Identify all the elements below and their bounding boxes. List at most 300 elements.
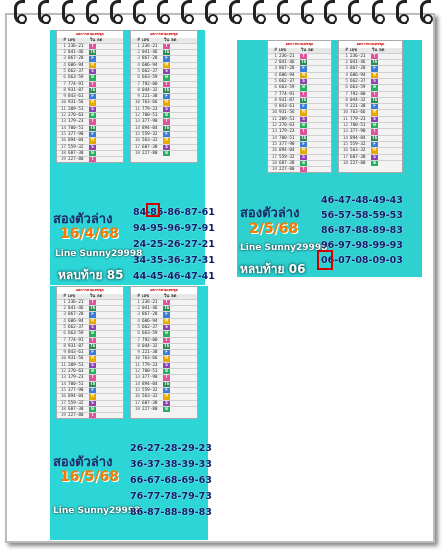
day-badge: S bbox=[300, 79, 307, 84]
day-badge: W bbox=[89, 369, 96, 374]
day-badge: S bbox=[371, 155, 378, 160]
row-index: 12 bbox=[271, 123, 277, 129]
col-header: เลข bbox=[142, 37, 150, 43]
col-header: วิน bbox=[164, 293, 170, 299]
row-value: 662-37 bbox=[142, 68, 158, 74]
row-value: 663-59 bbox=[142, 331, 158, 337]
row-index: 5 bbox=[137, 68, 140, 74]
day-badge: W bbox=[89, 331, 96, 336]
row-value: 041-46 bbox=[279, 60, 295, 66]
day-badge: T bbox=[371, 54, 378, 59]
row-index: 5 bbox=[274, 78, 277, 84]
day-badge: W bbox=[300, 85, 307, 90]
day-badge: W bbox=[163, 113, 170, 118]
day-badge: W bbox=[163, 331, 170, 336]
day-badge: T bbox=[89, 375, 96, 380]
day-badge: F bbox=[371, 66, 378, 71]
row-value: 559-32 bbox=[68, 400, 84, 406]
row-value: 236-21 bbox=[142, 299, 158, 305]
row-index: 4 bbox=[137, 62, 140, 68]
day-badge: S bbox=[163, 363, 170, 368]
day-badge: W bbox=[163, 407, 170, 412]
table-row bbox=[268, 166, 331, 172]
lottery-panel-2 bbox=[237, 40, 422, 277]
row-index: 14 bbox=[271, 135, 277, 141]
panel-badge: หลบท้าย 85 bbox=[58, 268, 124, 282]
number-line: 46-47-48-49-43 bbox=[321, 195, 403, 206]
row-index: 7 bbox=[345, 91, 348, 97]
col-header: ลด bbox=[97, 293, 103, 299]
row-index: 18 bbox=[134, 406, 140, 412]
row-value: 663-59 bbox=[279, 85, 295, 91]
day-badge: S bbox=[89, 107, 96, 112]
row-value: 606-94 bbox=[142, 62, 158, 68]
day-badge: F bbox=[89, 132, 96, 137]
col-header: # bbox=[137, 37, 140, 43]
day-badge: Th bbox=[164, 50, 170, 56]
day-badge: Th bbox=[301, 60, 307, 66]
day-badge: Th bbox=[164, 343, 170, 349]
day-badge: F bbox=[163, 350, 170, 355]
lottery-panel-3 bbox=[50, 286, 212, 540]
day-badge: M bbox=[371, 148, 378, 153]
day-badge: M bbox=[163, 138, 170, 143]
row-index: 6 bbox=[137, 75, 140, 81]
row-index: 18 bbox=[60, 406, 66, 412]
result-tables bbox=[267, 40, 403, 173]
number-line: 86-87-88-89-83 bbox=[130, 507, 212, 518]
row-value: 179-23 bbox=[68, 375, 84, 381]
row-index: 10 bbox=[60, 100, 66, 106]
row-value: 209-51 bbox=[279, 116, 295, 122]
table-row bbox=[57, 412, 123, 418]
table-col-headers bbox=[339, 48, 402, 53]
day-badge: F bbox=[89, 312, 96, 317]
row-index: 2 bbox=[345, 60, 348, 66]
day-badge: M bbox=[300, 73, 307, 78]
panel-title: สองตัวล่าง bbox=[53, 455, 113, 470]
table-rows bbox=[268, 53, 331, 173]
row-value: 236-21 bbox=[142, 43, 158, 49]
day-badge: M bbox=[371, 73, 378, 78]
day-badge: T bbox=[163, 338, 170, 343]
row-index: 8 bbox=[345, 97, 348, 103]
day-badge: F bbox=[300, 104, 307, 109]
highlight-box bbox=[146, 203, 160, 217]
row-index: 18 bbox=[271, 160, 277, 166]
row-index: 3 bbox=[63, 312, 66, 318]
result-table bbox=[338, 40, 403, 173]
row-value: 559-32 bbox=[68, 144, 84, 150]
row-index: 1 bbox=[137, 43, 140, 49]
col-header: ลด bbox=[379, 47, 385, 53]
ring-icon bbox=[251, 0, 265, 22]
row-value: 662-37 bbox=[68, 324, 84, 330]
table-col-headers bbox=[57, 294, 123, 299]
panel-date: 16/4/68 bbox=[60, 226, 119, 242]
row-value: 792-00 bbox=[142, 337, 158, 343]
row-index: 6 bbox=[63, 331, 66, 337]
row-index: 17 bbox=[134, 400, 140, 406]
col-header: # bbox=[63, 293, 66, 299]
row-index: 6 bbox=[63, 75, 66, 81]
row-index: 6 bbox=[345, 85, 348, 91]
col-header: วิน bbox=[372, 47, 378, 53]
row-index: 1 bbox=[345, 53, 348, 59]
row-value: 700-51 bbox=[68, 381, 84, 387]
day-badge: Th bbox=[164, 87, 170, 93]
row-index: 2 bbox=[63, 306, 66, 312]
row-index: 13 bbox=[342, 129, 348, 135]
day-badge: T bbox=[300, 129, 307, 134]
row-value: 792-00 bbox=[350, 91, 366, 97]
day-badge: T bbox=[371, 92, 378, 97]
day-badge: M bbox=[89, 138, 96, 143]
row-index: 2 bbox=[274, 60, 277, 66]
day-badge: S bbox=[89, 363, 96, 368]
row-index: 3 bbox=[274, 66, 277, 72]
row-index: 11 bbox=[134, 106, 140, 112]
row-value: 867-28 bbox=[68, 312, 84, 318]
day-badge: F bbox=[371, 142, 378, 147]
panel-title: สองตัวล่าง bbox=[53, 212, 113, 227]
day-badge: W bbox=[371, 161, 378, 166]
ring-icon bbox=[346, 0, 360, 22]
ring-icon bbox=[227, 0, 241, 22]
row-value: 792-00 bbox=[142, 81, 158, 87]
col-header: # bbox=[63, 37, 66, 43]
panel-date: 16/5/68 bbox=[60, 469, 119, 485]
ring-icon bbox=[36, 0, 50, 22]
col-header: เลข bbox=[142, 293, 150, 299]
row-value: 377-90 bbox=[142, 119, 158, 125]
row-value: 377-90 bbox=[279, 141, 295, 147]
day-badge: M bbox=[163, 319, 170, 324]
row-index: 12 bbox=[134, 113, 140, 119]
result-table bbox=[56, 286, 124, 419]
row-value: 687-38 bbox=[68, 150, 84, 156]
row-value: 221-38 bbox=[350, 104, 366, 110]
row-index: 14 bbox=[60, 125, 66, 131]
result-table bbox=[130, 286, 198, 419]
row-value: 700-51 bbox=[68, 125, 84, 131]
row-value: 221-38 bbox=[142, 94, 158, 100]
number-list bbox=[321, 195, 403, 266]
col-header: วิน bbox=[90, 293, 96, 299]
row-value: 270-63 bbox=[68, 369, 84, 375]
row-index: 15 bbox=[134, 131, 140, 137]
row-value: 894-04 bbox=[142, 381, 158, 387]
row-index: 16 bbox=[60, 394, 66, 400]
row-index: 17 bbox=[60, 144, 66, 150]
row-value: 559-32 bbox=[142, 387, 158, 393]
ring-icon bbox=[275, 0, 289, 22]
day-badge: M bbox=[163, 356, 170, 361]
day-badge: T bbox=[89, 119, 96, 124]
binder-rings bbox=[12, 0, 432, 26]
row-value: 559-32 bbox=[350, 141, 366, 147]
row-index: 16 bbox=[134, 138, 140, 144]
row-value: 209-51 bbox=[68, 106, 84, 112]
row-value: 931-87 bbox=[279, 97, 295, 103]
number-list bbox=[133, 207, 215, 282]
row-value: 377-90 bbox=[350, 129, 366, 135]
row-value: 041-46 bbox=[68, 50, 84, 56]
row-index: 10 bbox=[134, 356, 140, 362]
row-index: 10 bbox=[134, 100, 140, 106]
row-value: 270-63 bbox=[279, 123, 295, 129]
row-value: 687-38 bbox=[350, 154, 366, 160]
col-header: # bbox=[274, 47, 277, 53]
day-badge: T bbox=[89, 413, 96, 418]
row-value: 236-21 bbox=[350, 53, 366, 59]
number-line: 96-97-98-99-93 bbox=[321, 240, 403, 251]
day-badge: S bbox=[163, 107, 170, 112]
panel-date: 2/5/68 bbox=[249, 221, 299, 237]
row-value: 763-66 bbox=[142, 100, 158, 106]
row-index: 12 bbox=[342, 123, 348, 129]
day-badge: F bbox=[89, 388, 96, 393]
day-badge: M bbox=[300, 110, 307, 115]
row-value: 044-32 bbox=[350, 97, 366, 103]
day-badge: M bbox=[163, 100, 170, 105]
row-value: 867-28 bbox=[350, 66, 366, 72]
day-badge: Th bbox=[90, 87, 96, 93]
day-badge: W bbox=[163, 75, 170, 80]
row-index: 3 bbox=[137, 56, 140, 62]
number-line: 24-25-26-27-21 bbox=[133, 239, 215, 250]
row-index: 9 bbox=[63, 94, 66, 100]
ring-icon bbox=[370, 0, 384, 22]
row-value: 227-80 bbox=[142, 406, 158, 412]
row-value: 606-94 bbox=[68, 62, 84, 68]
row-index: 5 bbox=[63, 324, 66, 330]
table-col-headers bbox=[268, 48, 331, 53]
row-index: 9 bbox=[274, 104, 277, 110]
row-value: 700-51 bbox=[350, 123, 366, 129]
result-table bbox=[267, 40, 332, 173]
row-index: 8 bbox=[63, 87, 66, 93]
day-badge: T bbox=[163, 44, 170, 49]
row-index: 9 bbox=[137, 94, 140, 100]
day-badge: T bbox=[163, 300, 170, 305]
col-header: ลด bbox=[97, 37, 103, 43]
table-header: ผลการหวยเลขชุด bbox=[57, 287, 123, 294]
day-badge: S bbox=[371, 79, 378, 84]
row-index: 13 bbox=[134, 375, 140, 381]
row-value: 563-32 bbox=[142, 138, 158, 144]
day-badge: T bbox=[89, 338, 96, 343]
table-rows bbox=[57, 299, 123, 419]
row-index: 14 bbox=[60, 381, 66, 387]
col-header: ลด bbox=[171, 293, 177, 299]
row-index: 4 bbox=[63, 318, 66, 324]
number-line: 06-07-08-09-03 bbox=[321, 255, 403, 266]
row-index: 19 bbox=[60, 413, 66, 419]
row-index: 6 bbox=[274, 85, 277, 91]
row-index: 1 bbox=[63, 43, 66, 49]
col-header: เลข bbox=[350, 47, 358, 53]
day-badge: W bbox=[89, 407, 96, 412]
day-badge: S bbox=[163, 325, 170, 330]
highlight-box bbox=[317, 250, 333, 270]
day-badge: Th bbox=[90, 125, 96, 131]
row-value: 700-51 bbox=[142, 113, 158, 119]
row-value: 687-38 bbox=[279, 160, 295, 166]
row-index: 17 bbox=[271, 154, 277, 160]
row-index: 12 bbox=[134, 369, 140, 375]
ring-icon bbox=[394, 0, 408, 22]
row-index: 15 bbox=[60, 131, 66, 137]
row-index: 15 bbox=[342, 141, 348, 147]
row-index: 3 bbox=[63, 56, 66, 62]
row-index: 5 bbox=[137, 324, 140, 330]
col-header: วิน bbox=[164, 37, 170, 43]
row-value: 894-04 bbox=[68, 394, 84, 400]
day-badge: W bbox=[300, 161, 307, 166]
day-badge: T bbox=[371, 129, 378, 134]
ring-icon bbox=[60, 0, 74, 22]
row-value: 227-80 bbox=[68, 413, 84, 419]
row-index: 16 bbox=[271, 148, 277, 154]
day-badge: M bbox=[371, 110, 378, 115]
result-tables bbox=[56, 286, 198, 419]
row-value: 843-61 bbox=[279, 104, 295, 110]
day-badge: Th bbox=[301, 97, 307, 103]
row-index: 18 bbox=[60, 150, 66, 156]
number-line: 84-85-86-87-61 bbox=[133, 207, 215, 218]
table-header: ผลการหวยเลขชุด bbox=[131, 287, 197, 294]
day-badge: Th bbox=[164, 125, 170, 131]
row-value: 041-46 bbox=[350, 60, 366, 66]
row-index: 16 bbox=[134, 394, 140, 400]
day-badge: M bbox=[89, 394, 96, 399]
day-badge: T bbox=[300, 54, 307, 59]
day-badge: S bbox=[300, 155, 307, 160]
day-badge: M bbox=[163, 63, 170, 68]
row-value: 763-66 bbox=[142, 356, 158, 362]
row-index: 8 bbox=[137, 87, 140, 93]
number-line: 26-27-28-29-23 bbox=[130, 443, 212, 454]
row-index: 19 bbox=[60, 157, 66, 163]
day-badge: W bbox=[300, 123, 307, 128]
day-badge: W bbox=[89, 151, 96, 156]
row-index: 1 bbox=[137, 299, 140, 305]
row-value: 221-38 bbox=[142, 350, 158, 356]
day-badge: S bbox=[371, 117, 378, 122]
row-value: 894-04 bbox=[350, 135, 366, 141]
day-badge: S bbox=[89, 145, 96, 150]
table-rows bbox=[339, 53, 402, 166]
ring-icon bbox=[322, 0, 336, 22]
col-header: เลข bbox=[68, 293, 76, 299]
row-index: 17 bbox=[60, 400, 66, 406]
row-value: 867-28 bbox=[68, 56, 84, 62]
line-id: Line Sunny29998 bbox=[53, 506, 141, 516]
table-rows bbox=[131, 299, 197, 412]
row-value: 563-32 bbox=[142, 394, 158, 400]
day-badge: F bbox=[89, 94, 96, 99]
row-index: 4 bbox=[345, 72, 348, 78]
day-badge: M bbox=[89, 63, 96, 68]
row-index: 16 bbox=[60, 138, 66, 144]
table-header: ผลการหวยเลขชุด bbox=[339, 41, 402, 48]
row-value: 227-80 bbox=[279, 167, 295, 173]
day-badge: F bbox=[163, 94, 170, 99]
ring-icon bbox=[108, 0, 122, 22]
row-index: 4 bbox=[137, 318, 140, 324]
row-index: 13 bbox=[60, 119, 66, 125]
row-value: 662-37 bbox=[142, 324, 158, 330]
col-header: # bbox=[345, 47, 348, 53]
panel-title: สองตัวล่าง bbox=[240, 206, 300, 221]
row-index: 2 bbox=[137, 306, 140, 312]
day-badge: S bbox=[163, 69, 170, 74]
day-badge: W bbox=[163, 151, 170, 156]
row-value: 044-32 bbox=[142, 343, 158, 349]
row-value: 227-80 bbox=[350, 160, 366, 166]
row-value: 779-23 bbox=[142, 106, 158, 112]
row-index: 10 bbox=[342, 110, 348, 116]
ring-icon bbox=[131, 0, 145, 22]
day-badge: T bbox=[163, 82, 170, 87]
row-value: 663-59 bbox=[142, 75, 158, 81]
day-badge: W bbox=[371, 85, 378, 90]
day-badge: T bbox=[300, 92, 307, 97]
col-header: ลด bbox=[171, 37, 177, 43]
row-index: 17 bbox=[342, 154, 348, 160]
row-value: 041-46 bbox=[142, 306, 158, 312]
row-index: 8 bbox=[274, 97, 277, 103]
day-badge: M bbox=[89, 100, 96, 105]
row-value: 662-37 bbox=[279, 78, 295, 84]
row-value: 236-21 bbox=[68, 299, 84, 305]
table-row bbox=[131, 406, 197, 412]
panel-badge: หลบท้าย 06 bbox=[240, 262, 306, 276]
day-badge: W bbox=[89, 113, 96, 118]
number-line: 66-67-68-69-63 bbox=[130, 475, 212, 486]
day-badge: Th bbox=[164, 381, 170, 387]
day-badge: F bbox=[89, 350, 96, 355]
row-value: 931-87 bbox=[68, 343, 84, 349]
row-index: 13 bbox=[134, 119, 140, 125]
day-badge: W bbox=[371, 123, 378, 128]
row-value: 774-91 bbox=[68, 81, 84, 87]
day-badge: Th bbox=[301, 135, 307, 141]
day-badge: Th bbox=[372, 135, 378, 141]
row-value: 227-80 bbox=[142, 150, 158, 156]
row-value: 559-32 bbox=[142, 131, 158, 137]
row-index: 15 bbox=[60, 387, 66, 393]
ring-icon bbox=[418, 0, 432, 22]
day-badge: M bbox=[89, 319, 96, 324]
col-header: เลข bbox=[279, 47, 287, 53]
row-value: 663-59 bbox=[68, 75, 84, 81]
ring-icon bbox=[84, 0, 98, 22]
row-index: 11 bbox=[134, 362, 140, 368]
day-badge: S bbox=[163, 401, 170, 406]
row-index: 5 bbox=[345, 78, 348, 84]
day-badge: S bbox=[89, 325, 96, 330]
number-line: 34-35-36-37-31 bbox=[133, 255, 215, 266]
row-value: 687-38 bbox=[142, 400, 158, 406]
day-badge: F bbox=[89, 56, 96, 61]
row-value: 931-56 bbox=[279, 110, 295, 116]
day-badge: F bbox=[163, 388, 170, 393]
row-value: 779-23 bbox=[350, 116, 366, 122]
row-value: 867-28 bbox=[279, 66, 295, 72]
day-badge: T bbox=[89, 300, 96, 305]
